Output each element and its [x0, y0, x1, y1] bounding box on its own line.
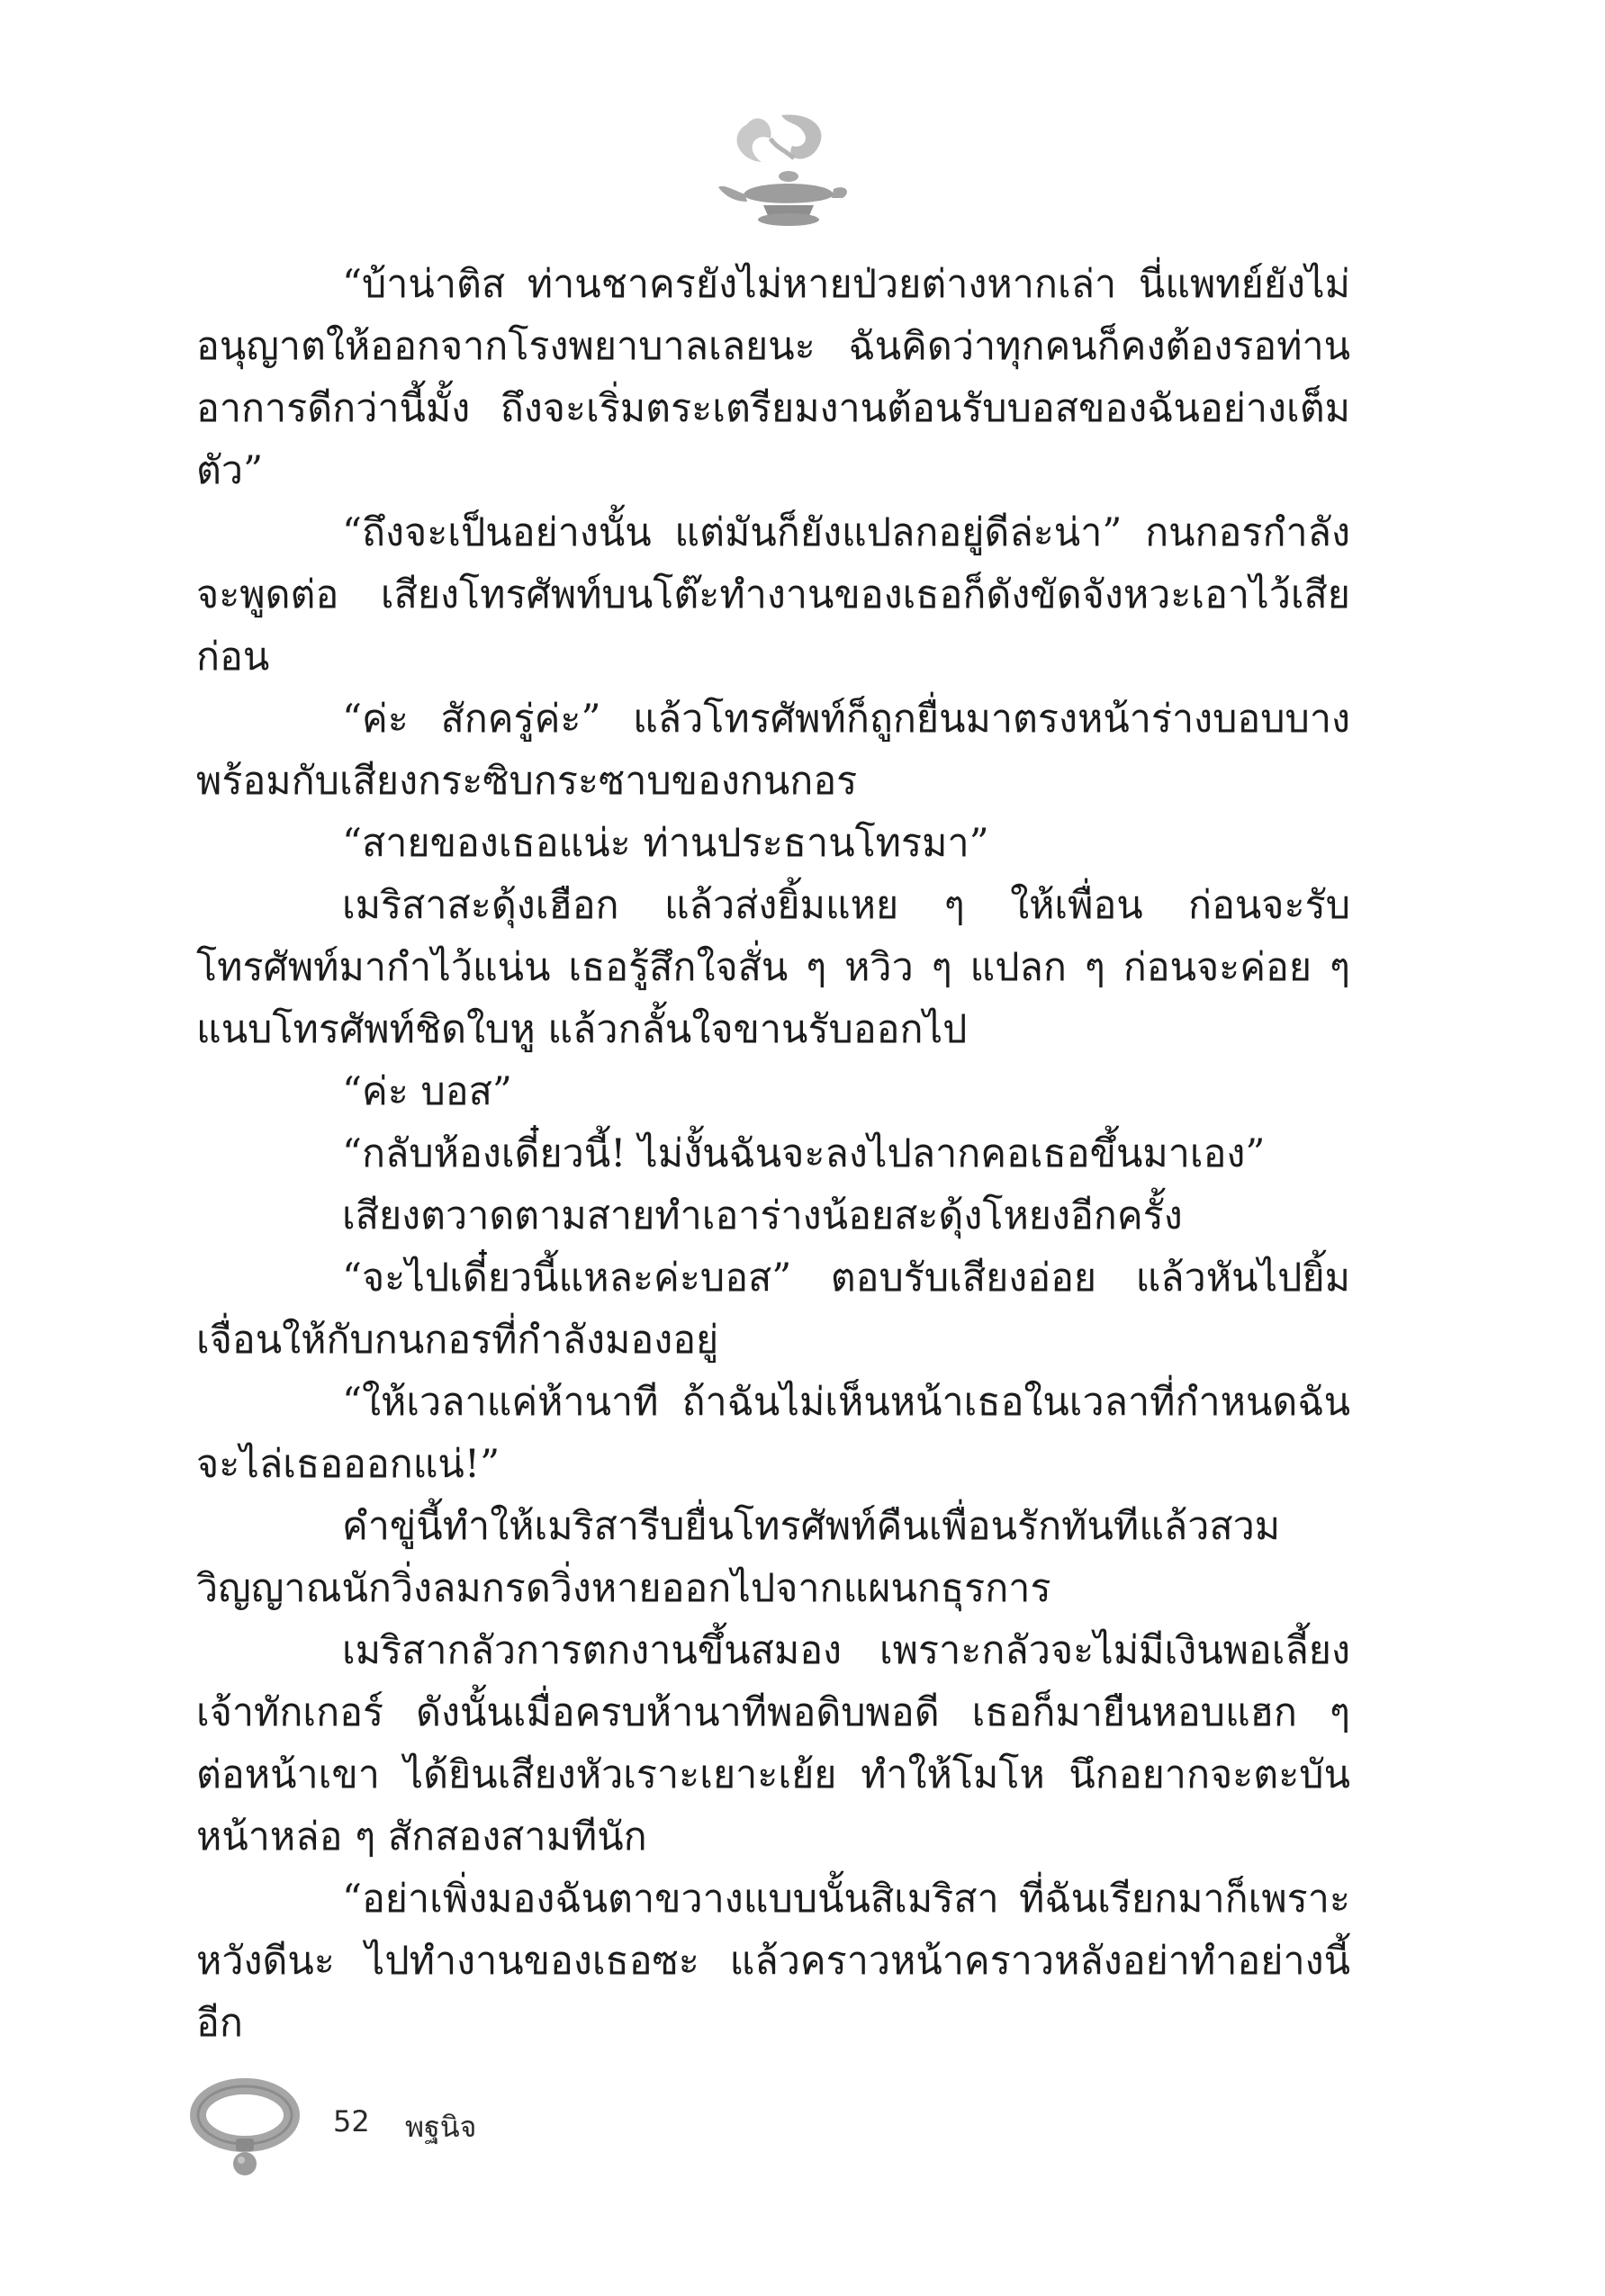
paragraph: เสียงตวาดตามสายทำเอาร่างน้อยสะดุ้งโหยงอีกครั้ง: [342, 1193, 1183, 1238]
paragraph: “กลับห้องเดี๋ยวนี้! ไม่งั้นฉันจะลงไปลากคอเธอขึ้นมาเอง”: [342, 1131, 1266, 1176]
main-text: [196, 254, 1350, 2055]
paragraph: “ค่ะ สักครู่ค่ะ” แล้วโทรศัพท์ก็ถูกยื่นมาตรงหน้าร่างบอบบางพร้อมกับเสียงกระซิบกระซาบของกนกอร: [196, 697, 1350, 804]
paragraph: “อย่าเพิ่งมองฉันตาขวางแบบนั้นสิเมริสา ที่ฉันเรียกมาก็เพราะหวังดีนะ ไปทำงานของเธอซะ แล้วคราวหน้าคราวหลังอย่าทำอย่างนี้อีก: [196, 1877, 1350, 2046]
page-footer: [189, 2070, 729, 2187]
page-number: 52: [333, 2104, 370, 2138]
pet-collar-icon: [189, 2070, 315, 2187]
paragraph: “ให้เวลาแค่ห้านาที ถ้าฉันไม่เห็นหน้าเธอในเวลาที่กำหนดฉันจะไล่เธอออกแน่!”: [196, 1380, 1350, 1487]
paragraph: “สายของเธอแน่ะ ท่านประธานโทรมา”: [342, 821, 989, 866]
paragraph: “บ้าน่าติส ท่านชาครยังไม่หายป่วยต่างหากเล่า นี่แพทย์ยังไม่อนุญาตให้ออกจากโรงพยาบาลเลยนะ ฉันคิดว่าทุกคนก็คงต้องรอท่านอาการดีกว่านี้มั้ง ถึงจะเริ่มตระเตรียมงานต้อนรับบอสของฉันอย่างเต็มตัว”: [196, 262, 1350, 493]
author-name: พฐนิจ: [405, 2110, 477, 2144]
paragraph: คำขู่นี้ทำให้เมริสารีบยื่นโทรศัพท์คืนเพื่อนรักทันทีแล้วสวมวิญญาณนักวิ่งลมกรดวิ่งหายออกไปจากแผนกธุรการ: [196, 1504, 1281, 1611]
paragraph: เมริสาสะดุ้งเฮือก แล้วส่งยิ้มแหย ๆ ให้เพื่อน ก่อนจะรับโทรศัพท์มากำไว้แน่น เธอรู้สึกใจสั่น ๆ หวิว ๆ แปลก ๆ ก่อนจะค่อย ๆ แนบโทรศัพท์ชิดใบหู แล้วกลั้นใจขานรับออกไป: [196, 883, 1350, 1052]
genie-lamp-icon: [711, 108, 855, 230]
paragraph: “ถึงจะเป็นอย่างนั้น แต่มันก็ยังแปลกอยู่ดีล่ะน่า” กนกอรกำลังจะพูดต่อ เสียงโทรศัพท์บนโต๊ะทำงานของเธอก็ดังขัดจังหวะเอาไว้เสียก่อน: [196, 510, 1350, 680]
paragraph: “จะไปเดี๋ยวนี้แหละค่ะบอส” ตอบรับเสียงอ่อย แล้วหันไปยิ้มเจื่อนให้กับกนกอรที่กำลังมองอยู่: [196, 1256, 1350, 1363]
paragraph: เมริสากลัวการตกงานขึ้นสมอง เพราะกลัวจะไม่มีเงินพอเลี้ยงเจ้าทักเกอร์ ดังนั้นเมื่อครบห้านาทีพอดิบพอดี เธอก็มายืนหอบแฮก ๆ ต่อหน้าเขา ได้ยินเสียงหัวเราะเยาะเย้ย ทำให้โมโห นึกอยากจะตะบันหน้าหล่อ ๆ สักสองสามทีนัก: [196, 1628, 1350, 1859]
paragraph: “ค่ะ บอส”: [342, 1069, 512, 1114]
